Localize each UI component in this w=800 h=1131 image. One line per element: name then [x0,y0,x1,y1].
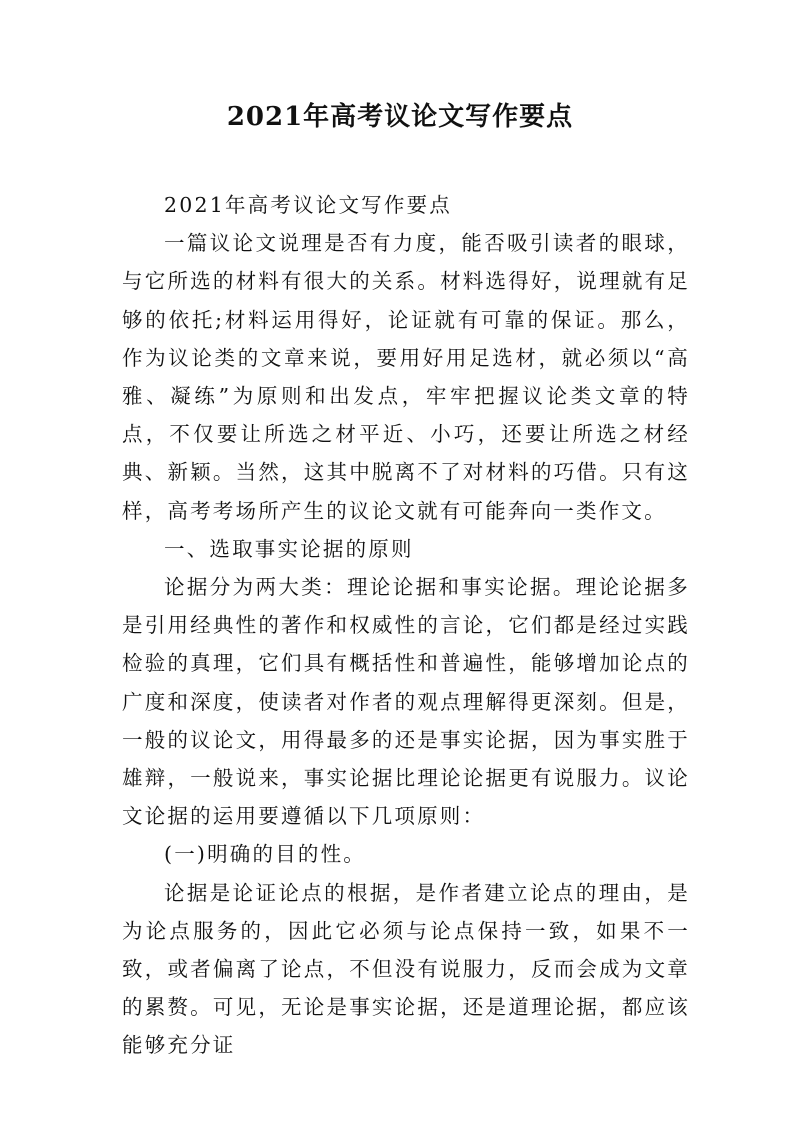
document-title: 2021年高考议论文写作要点 [226,102,574,132]
paragraph-purpose: 论据是论证论点的根据，是作者建立论点的理由，是为论点服务的，因此它必须与论点保持一致，如果不一致，或者偏离了论点，不但没有说服力，反而会成为文章的累赘。可见，无论是事实论据，还是道理论据，都应该能够充分证 [122,880,690,1058]
section-heading: 一、选取事实论据的原则 [164,536,414,561]
paragraph-subtitle: 2021年高考议论文写作要点 [164,193,452,217]
subsection-heading: (一)明确的目的性。 [164,842,366,867]
document-body [122,186,690,1065]
paragraph-intro: 一篇议论文说理是否有力度，能否吸引读者的眼球，与它所选的材料有很大的关系。材料选得好，说理就有足够的依托;材料运用得好，论证就有可靠的保证。那么，作为议论类的文章来说，要用好用足选材，就必须以“高雅、凝练”为原则和出发点，牢牢把握议论类文章的特点，不仅要让所选之材平近、小巧，还要让所选之材经典、新颖。当然，这其中脱离不了对材料的巧借。只有这样，高考考场所产生的议论文就有可能奔向一类作文。 [122,231,690,523]
paragraph-evidence: 论据分为两大类：理论论据和事实论据。理论论据多是引用经典性的著作和权威性的言论，它们都是经过实践检验的真理，它们具有概括性和普遍性，能够增加论点的广度和深度，使读者对作者的观点理解得更深刻。但是，一般的议论文，用得最多的还是事实论据，因为事实胜于雄辩，一般说来，事实论据比理论论据更有说服力。议论文论据的运用要遵循以下几项原则： [122,575,690,829]
